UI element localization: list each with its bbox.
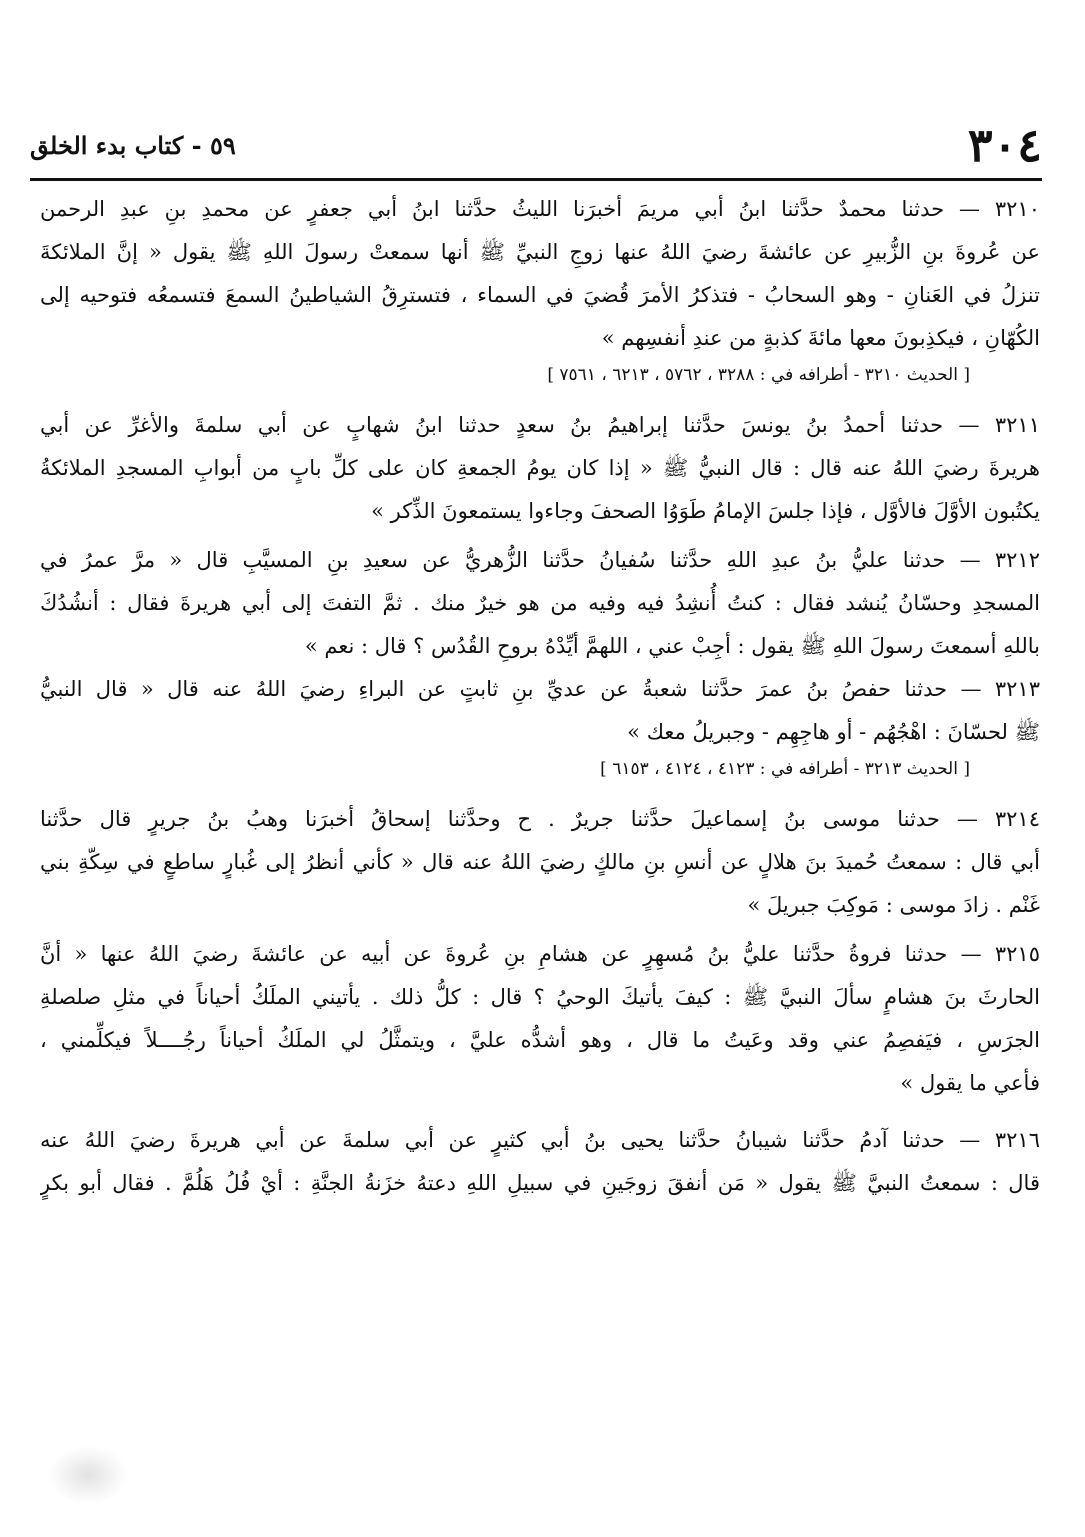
hadith-3213 bbox=[40, 668, 1040, 784]
cross-reference-note: [ الحديث ٣٢١٠ - أطرافه في : ٣٢٨٨ ، ٥٧٦٢ ، ٦٢١٣ ، ٧٥٦١ ] bbox=[547, 365, 970, 385]
page-body bbox=[40, 188, 1040, 1205]
hadith-line: ٣٢١٠ — حدثنا محمدٌ حدَّثنا ابنُ أبي مريمَ أخبرَنا الليثُ حدَّثنا ابنُ أبي جعفرٍ عن محمدِ بنِ عبدِ الرحمن bbox=[40, 197, 1040, 221]
hadith-line: تنزلُ في العَنانِ - وهو السحابُ - فتذكرُ الأمرَ قُضيَ في السماء ، فتسترِقُ الشياطينُ السمعَ فتسمعُه فتوحيه إلى bbox=[40, 283, 1040, 307]
book-title: ٥٩ - كتاب بدء الخلق bbox=[30, 131, 236, 160]
hadith-line: يكتُبون الأوَّلَ فالأوَّل ، فإذا جلسَ الإمامُ طَوَوُا الصحفَ وجاءوا يستمعونَ الذِّكر » bbox=[371, 499, 1040, 523]
hadith-line: ٣٢١١ — حدثنا أحمدُ بنُ يونسَ حدَّثنا إبراهيمُ بنُ سعدٍ حدثنا ابنُ شهابٍ عن أبي سلمةَ والأغرِّ عن أبي bbox=[40, 413, 1040, 437]
hadith-line: هريرةَ رضيَ اللهُ عنه قال : قال النبيُّ ﷺ « إذا كان يومُ الجمعةِ كان على كلِّ بابٍ من أبوابِ المسجدِ الملائكةُ bbox=[40, 456, 1040, 480]
hadith-line: فأعي ما يقول » bbox=[900, 1071, 1040, 1095]
hadith-line: ٣٢١٦ — حدثنا آدمُ حدَّثنا شيبانُ حدَّثنا يحيى بنُ أبي كثيرٍ عن أبي سلمةَ عن أبي هريرةَ رضيَ اللهُ عنه bbox=[40, 1128, 1040, 1152]
hadith-line: المسجدِ وحسّانُ يُنشد فقال : كنتُ أُنشِدُ فيه وفيه من هو خيرٌ منك . ثمَّ التفتَ إلى أبي هريرةَ فقال : أنشُدُكَ bbox=[40, 591, 1040, 615]
hadith-3212 bbox=[40, 539, 1040, 668]
hadith-line: الجرَسِ ، فيَفصِمُ عني وقد وعَيتُ ما قال ، وهو أشدُّه عليَّ ، ويتمثَّلُ لي الملَكُ أحياناً رجُــــلاً فيكلِّمني ، bbox=[40, 1028, 1040, 1052]
cross-reference-note: [ الحديث ٣٢١٣ - أطرافه في : ٤١٢٣ ، ٤١٢٤ ، ٦١٥٣ ] bbox=[600, 759, 970, 779]
hadith-3214 bbox=[40, 798, 1040, 927]
hadith-line: الكُهّانِ ، فيكذِبونَ معها مائةَ كذبةٍ من عندِ أنفسِهم » bbox=[601, 326, 1040, 350]
hadith-line: ٣٢١٢ — حدثنا عليُّ بنُ عبدِ اللهِ حدَّثنا سُفيانُ حدَّثنا الزُّهريُّ عن سعيدِ بنِ المسيَّبِ قال « مرَّ عمرُ في bbox=[40, 548, 1040, 572]
hadith-line: أبي قال : سمعتُ حُميدَ بنَ هلالٍ عن أنسِ بنِ مالكٍ رضيَ اللهُ عنه قال « كأني أنظرُ إلى غُبارٍ ساطعٍ في سِكّةِ بني bbox=[40, 850, 1040, 874]
hadith-line: ﷺ لحسّانَ : اهْجُهُم - أو هاجِهِم - وجبريلُ معك » bbox=[627, 720, 1040, 744]
hadith-line: الحارثَ بنَ هشامٍ سألَ النبيَّ ﷺ : كيفَ يأتيكَ الوحيُ ؟ قال : كلُّ ذلك . يأتيني الملَكُ أحياناً في مثلِ صلصلةِ bbox=[40, 985, 1040, 1009]
hadith-line: قال : سمعتُ النبيَّ ﷺ يقول « مَن أنفقَ زوجَينِ في سبيلِ اللهِ دعتهُ خزَنةُ الجنَّةِ : أيْ فُلُ هَلُمَّ . فقال أبو بكرٍ bbox=[40, 1171, 1040, 1195]
hadith-3216 bbox=[40, 1119, 1040, 1205]
header-rule bbox=[30, 178, 1042, 181]
page-number: ٣٠٤ bbox=[967, 118, 1042, 172]
hadith-line: ٣٢١٥ — حدثنا فروةُ حدَّثنا عليُّ بنُ مُسهِرٍ عن هشامِ بنِ عُروةَ عن أبيه عن عائشةَ رضيَ اللهُ عنها « أنَّ bbox=[40, 942, 1040, 966]
hadith-3215 bbox=[40, 933, 1040, 1105]
hadith-line: غَنْم . زادَ موسى : مَوكِبَ جبريلَ » bbox=[747, 893, 1040, 917]
paper-stain bbox=[48, 1445, 128, 1505]
hadith-line: عن عُروةَ بنِ الزُّبيرِ عن عائشةَ رضيَ اللهُ عنها زوجِ النبيِّ ﷺ أنها سمعتْ رسولَ اللهِ ﷺ يقول « إنَّ الملائكةَ bbox=[40, 240, 1040, 264]
hadith-line: ٣٢١٤ — حدثنا موسى بنُ إسماعيلَ حدَّثنا جريرٌ . ح وحدَّثنا إسحاقُ أخبرَنا وهبُ بنُ جريرٍ قال حدَّثنا bbox=[40, 807, 1040, 831]
hadith-3210 bbox=[40, 188, 1040, 390]
hadith-3211 bbox=[40, 404, 1040, 533]
hadith-line: باللهِ أسمعتَ رسولَ اللهِ ﷺ يقول : أجِبْ عني ، اللهمَّ أيِّدْهُ بروحِ القُدُس ؟ قال : نعم » bbox=[304, 634, 1040, 658]
page-header bbox=[30, 112, 1042, 178]
hadith-line: ٣٢١٣ — حدثنا حفصُ بنُ عمرَ حدَّثنا شعبةُ عن عديِّ بنِ ثابتٍ عن البراءِ رضيَ اللهُ عنه قال « قال النبيُّ bbox=[40, 677, 1040, 701]
